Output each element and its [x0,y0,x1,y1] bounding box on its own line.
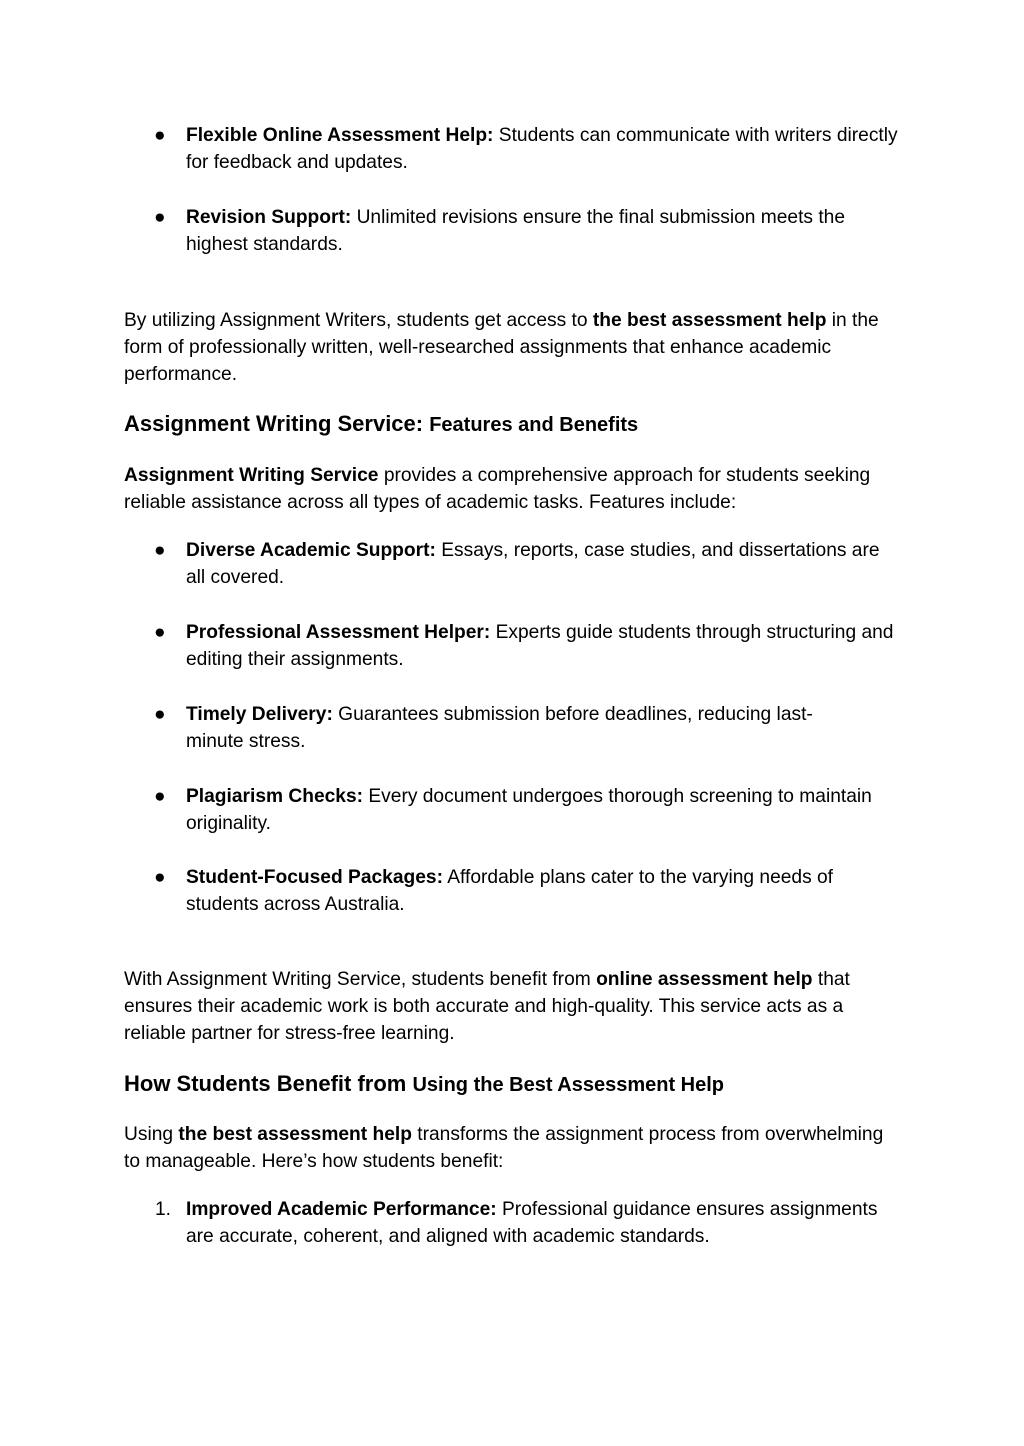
bullet-icon: ● [154,207,166,228]
paragraph [124,462,904,516]
list-item-text [186,537,904,591]
section-heading [124,409,924,440]
bullet-icon: ● [154,786,166,807]
list-item-title: Revision Support: [186,207,352,228]
list-item-text [186,204,904,258]
list-item [124,122,904,176]
paragraph [124,1121,904,1175]
heading-text: Assignment Writing Service: [124,411,430,436]
list-item-title: Flexible Online Assessment Help: [186,125,494,146]
list-item [124,864,904,918]
list-item-title: Timely Delivery: [186,704,333,725]
heading-text: How Students Benefit from [124,1071,413,1096]
paragraph-text: With Assignment Writing Service, students benefit from [124,969,597,990]
list-item-body: Unlimited revisions ensure the final submission meets the highest standards. [186,207,846,255]
list-item [124,783,904,837]
bullet-icon: ● [154,622,166,643]
paragraph-text: Using [124,1124,179,1145]
list-item-text [186,619,904,673]
list-item-text [186,122,904,176]
list-item-body: Students can communicate with writers directly for feedback and updates. [186,125,898,173]
list-item [124,204,904,258]
list-item-body: Guarantees submission before deadlines, reducing last-minute stress. [186,704,813,752]
paragraph-text: transforms the assignment process from overwhelming to manageable. Here’s how students benefit: [124,1124,884,1172]
list-item-text [186,783,904,837]
heading-text: Using the Best Assessment Help [412,1074,725,1096]
paragraph-emphasis: Assignment Writing Service [124,465,379,486]
list-item-title: Plagiarism Checks: [186,786,364,807]
numbered-list-item [124,1196,904,1250]
section-heading [124,1069,924,1100]
paragraph-text: that ensures their academic work is both accurate and high-quality. This service acts as a reliable partner for stress-free learning. [124,969,850,1044]
list-number: 1. [155,1199,172,1220]
list-item [124,537,904,591]
bullet-icon: ● [154,867,166,888]
bullet-icon: ● [154,704,166,725]
list-item-title: Diverse Academic Support: [186,540,436,561]
list-item-body: Every document undergoes thorough screening to maintain originality. [186,786,872,834]
paragraph-text: By utilizing Assignment Writers, students get access to [124,310,593,331]
heading-text: Features and Benefits [429,414,639,436]
list-item-text [186,864,904,918]
paragraph [124,307,904,388]
list-item-body: Affordable plans cater to the varying needs of students across Australia. [186,867,834,915]
list-item-title: Improved Academic Performance: [186,1199,497,1220]
paragraph-emphasis: online assessment help [596,969,813,990]
paragraph-emphasis: the best assessment help [178,1124,412,1145]
list-item-title: Professional Assessment Helper: [186,622,491,643]
paragraph-text: provides a comprehensive approach for students seeking reliable assistance across all types of academic tasks. Features include: [124,465,871,513]
list-item-body: Essays, reports, case studies, and dissertations are all covered. [186,540,880,588]
bullet-icon: ● [154,540,166,561]
paragraph [124,966,904,1047]
paragraph-emphasis: the best assessment help [592,310,827,331]
list-item-title: Student-Focused Packages: [186,867,443,888]
list-item-text [186,1196,904,1250]
bullet-icon: ● [154,125,166,146]
list-item [124,701,904,755]
list-item-text [186,701,866,755]
list-item-body: Experts guide students through structuring and editing their assignments. [186,622,894,670]
paragraph-text: in the form of professionally written, well-researched assignments that enhance academic performance. [124,310,879,385]
list-item-body: Professional guidance ensures assignments are accurate, coherent, and aligned with academic standards. [186,1199,878,1247]
list-item [124,619,904,673]
